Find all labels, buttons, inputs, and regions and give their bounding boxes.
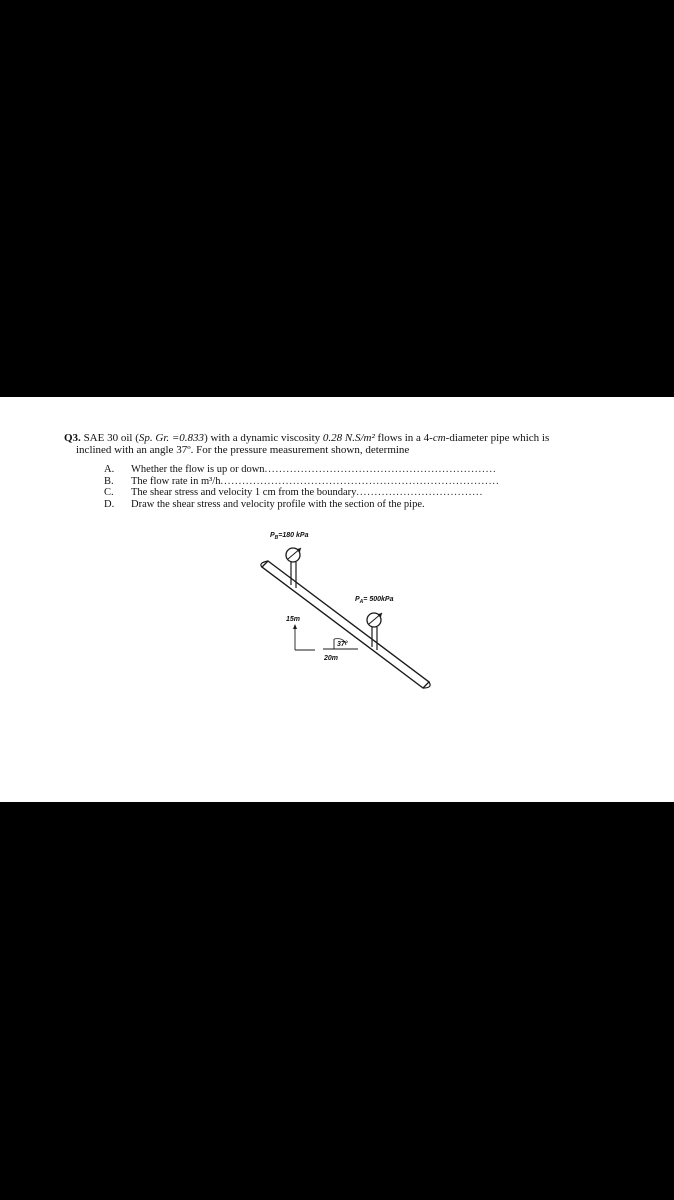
angle-label: 37° [337,641,348,648]
pipe-body [262,561,429,688]
height-label: 15m [286,616,301,623]
item-dots: ................................................................ [264,464,497,475]
item-letter: D. [104,498,115,510]
question-line1-d: -diameter pipe which is [445,432,550,444]
item-text: Draw the shear stress and velocity profile with the section of the pipe. [131,498,425,510]
item-letter: C. [104,487,114,498]
specific-gravity: Sp. Gr. =0.833 [138,432,205,444]
item-dots: ............................................................................. [220,475,500,487]
question-number: Q3. [64,432,81,444]
height-dimension [293,624,315,650]
question-line2: inclined with an angle 37º. For the pressure measurement shown, determine [76,444,410,456]
pressure-b-label: $P_B=180$ kPa [270,532,309,541]
item-letter: B. [104,475,114,487]
item-dots: ................................... [356,487,484,498]
length-label: 20m [324,655,339,662]
document-page [0,397,674,802]
diameter-unit: cm [432,432,446,444]
pressure-a-label: $P_A= 500kPa$ [355,596,394,605]
item-letter: A. [104,464,115,475]
item-text: The flow rate in m³/h [131,475,221,487]
pipe [261,561,430,688]
item-text: Whether the flow is up or down [131,464,265,475]
item-text: The shear stress and velocity 1 cm from the boundary [131,487,357,498]
viscosity-value: 0.28 N.S/m² [322,432,375,444]
question-line1-b: ) with a dynamic viscosity [204,432,323,444]
question-line1-a: SAE 30 oil ( [83,432,139,444]
question-line1-c: flows in a 4- [374,432,433,444]
inclined-pipe-figure [0,397,674,802]
